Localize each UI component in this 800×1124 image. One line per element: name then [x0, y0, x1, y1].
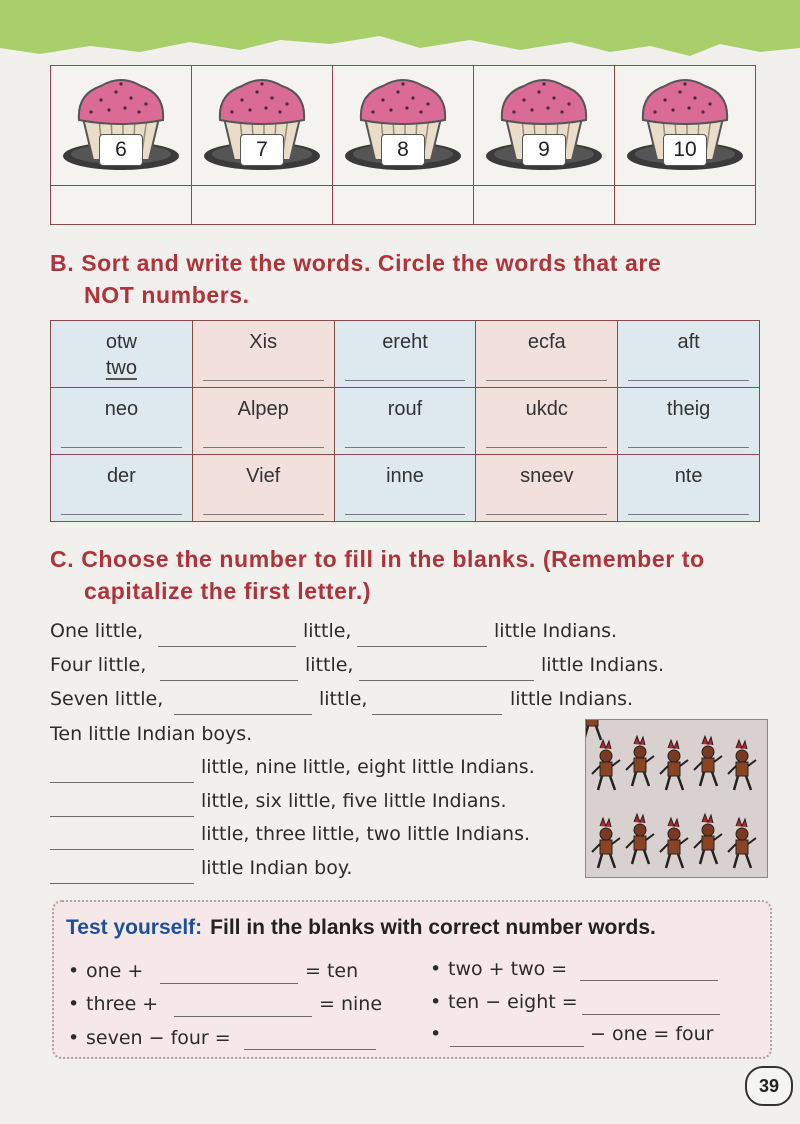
indian-figures-icon — [586, 720, 767, 877]
fill-blank[interactable] — [158, 645, 296, 647]
cupcake-number: 6 — [99, 134, 143, 166]
cupcake-cell — [192, 66, 333, 186]
cupcake-cell — [51, 66, 192, 186]
word-cell — [51, 388, 193, 455]
answer-cell[interactable] — [51, 185, 192, 224]
answer-line[interactable] — [345, 421, 466, 448]
answer-line[interactable] — [203, 488, 324, 515]
rhyme-text: Four little, — [50, 654, 147, 676]
bullet: • — [68, 993, 80, 1015]
section-c-title — [50, 543, 770, 607]
bullet: • — [68, 1027, 80, 1049]
test-yourself-label: Test yourself: — [66, 916, 203, 939]
answer-line[interactable]: two — [105, 357, 137, 379]
fill-blank[interactable] — [174, 713, 312, 715]
cupcake-number: 7 — [240, 134, 284, 166]
bullet: • — [68, 960, 80, 982]
word-cell — [618, 455, 760, 522]
scrambled-word: neo — [104, 398, 139, 420]
scrambled-word: sneev — [520, 465, 574, 487]
answer-line[interactable] — [628, 421, 749, 448]
cupcake-number-table — [50, 65, 756, 225]
word-cell — [618, 321, 760, 388]
answer-line[interactable] — [628, 354, 749, 381]
fill-blank[interactable] — [244, 1048, 376, 1050]
scrambled-word: rouf — [387, 398, 423, 420]
fill-blank[interactable] — [160, 982, 298, 984]
scrambled-word: Vief — [246, 465, 281, 487]
top-decorative-band — [0, 0, 800, 60]
fill-blank[interactable] — [372, 713, 502, 715]
page-number: 39 — [745, 1066, 793, 1106]
fill-blank[interactable] — [50, 882, 194, 884]
word-cell — [476, 388, 618, 455]
rhyme-text: little Indian boy. — [201, 857, 353, 879]
cupcake-number: 8 — [381, 134, 425, 166]
scrambled-word: aft — [677, 331, 700, 353]
scrambled-word: nte — [674, 465, 703, 487]
fill-blank[interactable] — [450, 1045, 584, 1047]
answer-line[interactable] — [628, 488, 749, 515]
word-cell — [51, 455, 193, 522]
bullet: • — [430, 991, 442, 1013]
equation-text: two + two = — [448, 958, 568, 980]
answer-line[interactable] — [203, 421, 324, 448]
equation-text: = ten — [305, 960, 359, 982]
rhyme-text: Seven little, — [50, 688, 164, 710]
answer-line[interactable] — [61, 421, 182, 448]
cupcake-number: 9 — [522, 134, 566, 166]
rhyme-text: One little, — [50, 620, 144, 642]
section-c-title-line1: C. Choose the number to fill in the blanks. (Remember to — [50, 546, 705, 572]
fill-blank[interactable] — [50, 848, 194, 850]
answer-cell[interactable] — [615, 185, 756, 224]
rhyme-text: little, nine little, eight little Indians. — [201, 756, 535, 778]
rhyme-text: little, six little, five little Indians. — [201, 790, 507, 812]
fill-blank[interactable] — [50, 815, 194, 817]
scrambled-word: der — [106, 465, 136, 487]
word-cell — [618, 388, 760, 455]
equation-text: − one = four — [590, 1023, 714, 1045]
word-cell — [192, 455, 334, 522]
word-cell — [334, 321, 476, 388]
rhyme-text: little Indians. — [494, 620, 618, 642]
answer-line[interactable] — [203, 354, 324, 381]
equation-text: three + — [86, 993, 159, 1015]
fill-blank[interactable] — [174, 1015, 312, 1017]
answer-cell[interactable] — [333, 185, 474, 224]
answer-line[interactable] — [486, 488, 607, 515]
word-cell — [334, 455, 476, 522]
rhyme-text: little, — [319, 688, 368, 710]
rhyme-text: little Indians. — [541, 654, 665, 676]
rhyme-text: Ten little Indian boys. — [50, 723, 253, 745]
answer-line[interactable] — [61, 488, 182, 515]
section-b-title — [50, 247, 770, 311]
test-yourself-instruction: Fill in the blanks with correct number words. — [210, 916, 656, 939]
scrambled-word: ukdc — [525, 398, 568, 420]
scrambled-word: Alpep — [237, 398, 289, 420]
scrambled-word: ecfa — [527, 331, 566, 353]
answer-cell[interactable] — [192, 185, 333, 224]
word-cell — [51, 321, 193, 388]
rhyme-text: little, — [305, 654, 354, 676]
word-cell — [476, 321, 618, 388]
word-cell — [192, 388, 334, 455]
answer-line[interactable] — [345, 488, 466, 515]
bullet: • — [430, 1023, 442, 1045]
fill-blank[interactable] — [357, 645, 487, 647]
test-yourself-box — [52, 900, 772, 1059]
equation-text: = nine — [319, 993, 383, 1015]
scrambled-word: ereht — [382, 331, 428, 353]
answer-line[interactable] — [486, 354, 607, 381]
cupcake-cell — [474, 66, 615, 186]
scrambled-word: inne — [386, 465, 424, 487]
cupcake-cell — [615, 66, 756, 186]
equation-text: seven − four = — [86, 1027, 231, 1049]
rhyme-text: little, three little, two little Indians. — [201, 823, 531, 845]
cupcake-cell — [333, 66, 474, 186]
fill-blank[interactable] — [582, 1013, 720, 1015]
fill-blank[interactable] — [359, 679, 534, 681]
scrambled-word: theig — [666, 398, 711, 420]
scrambled-word: otw — [105, 331, 137, 353]
equation-text: ten − eight = — [448, 991, 578, 1013]
word-cell — [334, 388, 476, 455]
sort-words-table — [50, 320, 760, 522]
cupcake-number: 10 — [663, 134, 707, 166]
indian-boys-illustration — [585, 719, 768, 878]
bullet: • — [430, 958, 442, 980]
fill-blank[interactable] — [580, 979, 718, 981]
word-cell — [192, 321, 334, 388]
answer-line[interactable] — [345, 354, 466, 381]
rhyme-text: little, — [303, 620, 352, 642]
answer-line[interactable] — [486, 421, 607, 448]
word-cell — [476, 455, 618, 522]
scrambled-word: Xis — [249, 331, 278, 353]
section-b-title-line2: NOT numbers. — [84, 282, 250, 308]
answer-cell[interactable] — [474, 185, 615, 224]
test-yourself-title — [66, 916, 656, 940]
rhyme-text: little Indians. — [510, 688, 634, 710]
section-c-title-line2: capitalize the first letter.) — [84, 578, 372, 604]
fill-blank[interactable] — [160, 679, 298, 681]
fill-blank[interactable] — [50, 781, 194, 783]
equation-text: one + — [86, 960, 144, 982]
section-b-title-line1: B. Sort and write the words. Circle the words that are — [50, 250, 662, 276]
